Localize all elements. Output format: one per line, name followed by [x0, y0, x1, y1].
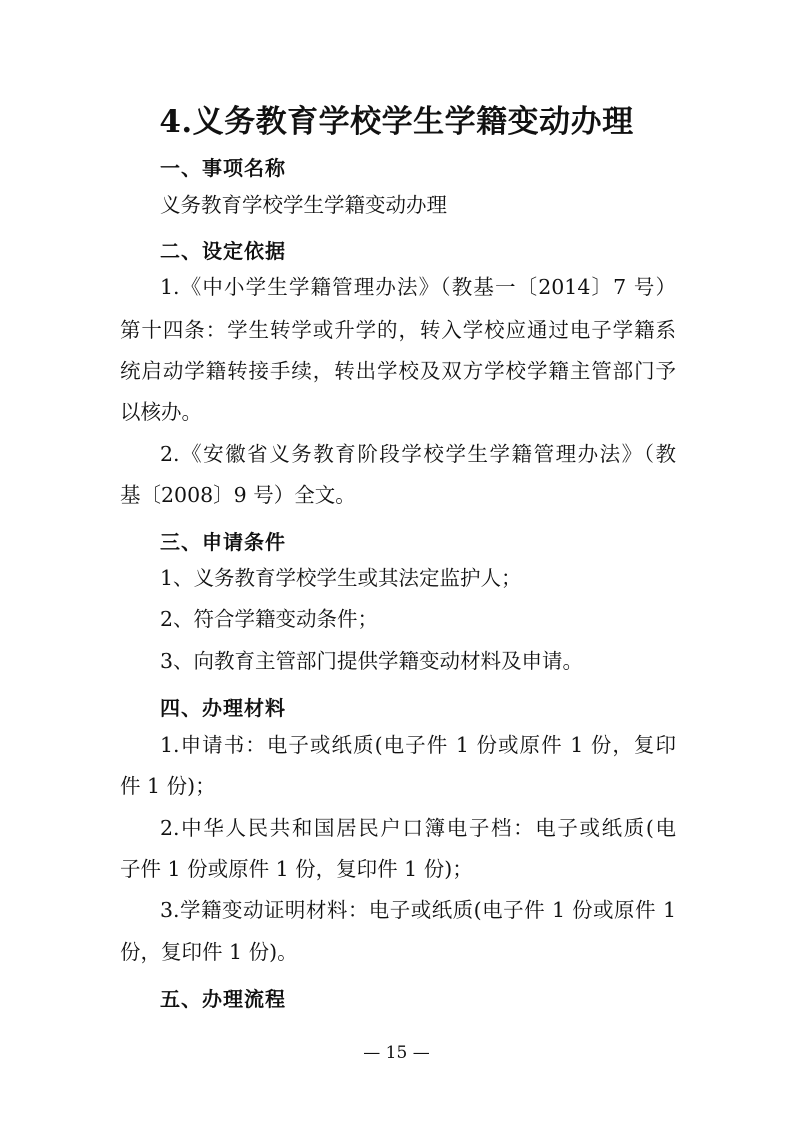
- page-number: — 15 —: [363, 1043, 430, 1063]
- material-item-3-line-1: 3.学籍变动证明材料：电子或纸质(电子件 1 份或原件 1: [160, 898, 676, 922]
- material-item-1-line-1: 1.申请书：电子或纸质(电子件 1 份或原件 1 份，复印: [160, 733, 676, 757]
- document-title: 4.义务教育学校学生学籍变动办理: [159, 104, 634, 140]
- basis-item-1-line-4: 以核办。: [120, 400, 202, 424]
- condition-item-2: 2、符合学籍变动条件；: [160, 607, 379, 631]
- condition-item-3: 3、向教育主管部门提供学籍变动材料及申请。: [160, 649, 584, 673]
- section-heading-conditions: 三、申请条件: [160, 530, 286, 554]
- basis-item-2-line-2: 基〔2008〕9 号）全文。: [120, 483, 356, 507]
- material-item-1-line-2: 件 1 份)；: [120, 774, 216, 798]
- section-heading-item-name: 一、事项名称: [160, 156, 286, 180]
- condition-item-1: 1、义务教育学校学生或其法定监护人；: [160, 566, 522, 590]
- material-item-2-line-2: 子件 1 份或原件 1 份，复印件 1 份)；: [120, 857, 473, 881]
- basis-item-1-line-1: 1.《中小学生学籍管理办法》（教基一〔2014〕7 号）: [160, 275, 676, 299]
- section-heading-legal-basis: 二、设定依据: [160, 239, 286, 263]
- basis-item-2-line-1: 2.《安徽省义务教育阶段学校学生学籍管理办法》（教: [160, 442, 676, 466]
- material-item-3-line-2: 份，复印件 1 份)。: [120, 940, 298, 964]
- section-heading-process: 五、办理流程: [160, 987, 286, 1011]
- basis-item-1-line-3: 统启动学籍转接手续，转出学校及双方学校学籍主管部门予: [120, 359, 676, 383]
- basis-item-1-line-2: 第十四条：学生转学或升学的，转入学校应通过电子学籍系: [120, 318, 676, 342]
- item-name-text: 义务教育学校学生学籍变动办理: [160, 193, 447, 217]
- material-item-2-line-1: 2.中华人民共和国居民户口簿电子档：电子或纸质(电: [160, 816, 676, 840]
- section-heading-materials: 四、办理材料: [160, 696, 286, 720]
